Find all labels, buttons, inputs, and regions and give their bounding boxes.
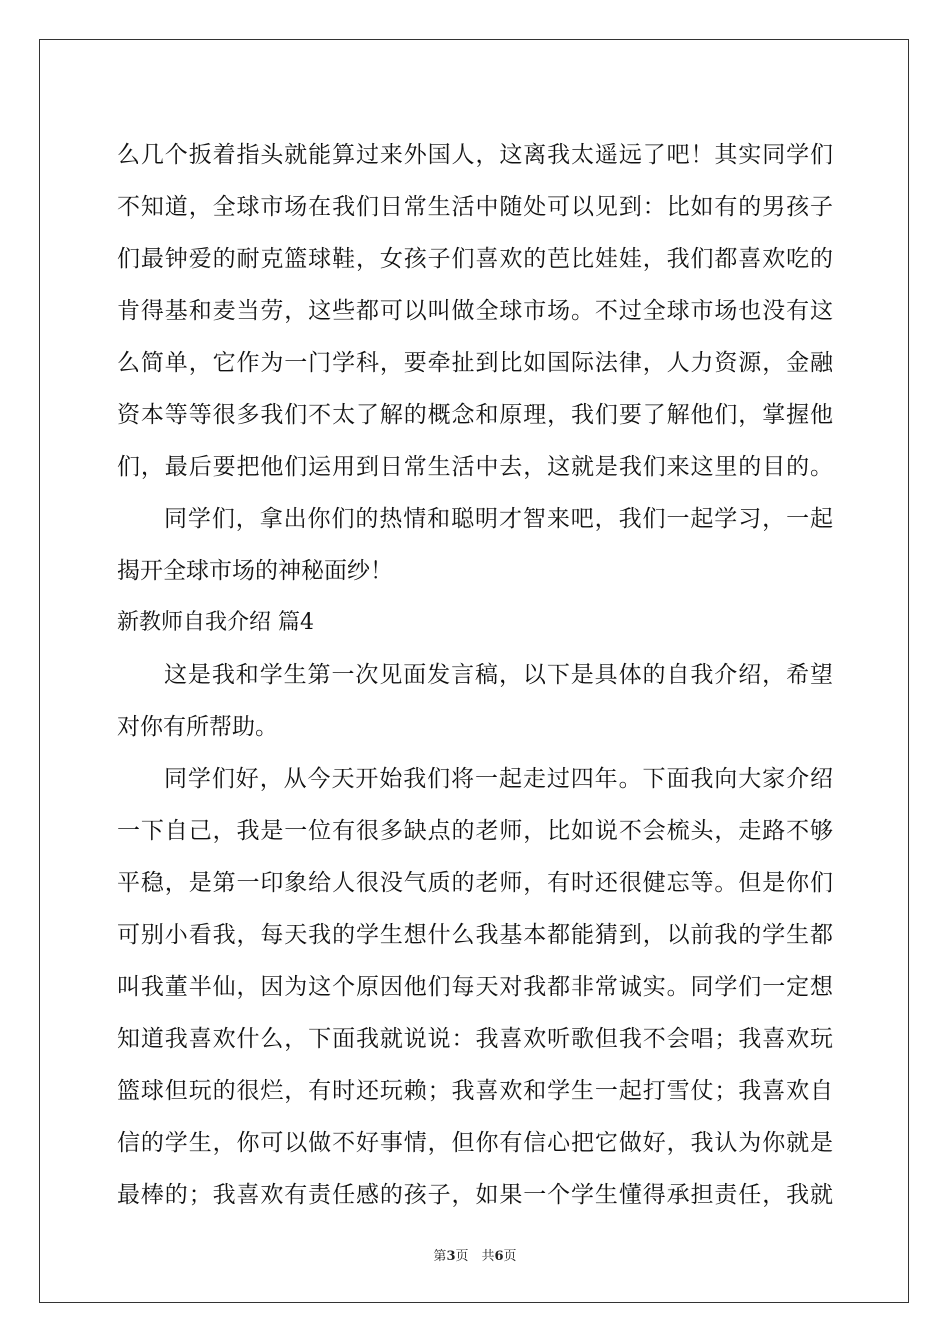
text-line: 平稳，是第一印象给人很没气质的老师，有时还很健忘等。但是你们 bbox=[117, 870, 833, 896]
text-line: 最棒的；我喜欢有责任感的孩子，如果一个学生懂得承担责任，我就 bbox=[117, 1182, 833, 1208]
text-line: 资本等等很多我们不太了解的概念和原理，我们要了解他们，掌握他 bbox=[117, 402, 833, 428]
text-line: 肯得基和麦当劳，这些都可以叫做全球市场。不过全球市场也没有这 bbox=[117, 298, 833, 324]
text-line: 这是我和学生第一次见面发言稿，以下是具体的自我介绍，希望 bbox=[164, 662, 833, 688]
text-line: 么简单，它作为一门学科，要牵扯到比如国际法律，人力资源，金融 bbox=[117, 350, 833, 376]
text-line: 篮球但玩的很烂，有时还玩赖；我喜欢和学生一起打雪仗；我喜欢自 bbox=[117, 1078, 833, 1104]
current-page-number: 3 bbox=[446, 1249, 456, 1264]
text-line: 知道我喜欢什么，下面我就说说：我喜欢听歌但我不会唱；我喜欢玩 bbox=[117, 1026, 833, 1052]
text-line: 们，最后要把他们运用到日常生活中去，这就是我们来这里的目的。 bbox=[117, 454, 833, 480]
text-line: 对你有所帮助。 bbox=[117, 714, 278, 740]
text-line: 同学们，拿出你们的热情和聪明才智来吧，我们一起学习，一起 bbox=[164, 506, 833, 532]
document-body bbox=[117, 129, 833, 1221]
page-number-middle: 页 共 bbox=[455, 1249, 495, 1264]
total-page-number: 6 bbox=[494, 1249, 504, 1264]
page-number-prefix: 第 bbox=[433, 1249, 447, 1264]
page-number-suffix: 页 bbox=[503, 1249, 517, 1264]
section-heading: 新教师自我介绍 篇4 bbox=[117, 610, 314, 635]
text-line: 信的学生，你可以做不好事情，但你有信心把它做好，我认为你就是 bbox=[117, 1130, 833, 1156]
text-line: 可别小看我，每天我的学生想什么我基本都能猜到，以前我的学生都 bbox=[117, 922, 833, 948]
text-line: 不知道，全球市场在我们日常生活中随处可以见到：比如有的男孩子 bbox=[117, 194, 833, 220]
text-line: 一下自己，我是一位有很多缺点的老师，比如说不会梳头，走路不够 bbox=[117, 818, 833, 844]
text-line: 揭开全球市场的神秘面纱！ bbox=[117, 558, 393, 584]
page-footer bbox=[0, 1245, 950, 1264]
text-line: 同学们好，从今天开始我们将一起走过四年。下面我向大家介绍 bbox=[164, 766, 833, 792]
text-line: 叫我董半仙，因为这个原因他们每天对我都非常诚实。同学们一定想 bbox=[117, 974, 833, 1000]
text-line: 们最钟爱的耐克篮球鞋，女孩子们喜欢的芭比娃娃，我们都喜欢吃的 bbox=[117, 246, 833, 272]
text-line: 么几个扳着指头就能算过来外国人，这离我太遥远了吧！其实同学们 bbox=[117, 142, 833, 168]
